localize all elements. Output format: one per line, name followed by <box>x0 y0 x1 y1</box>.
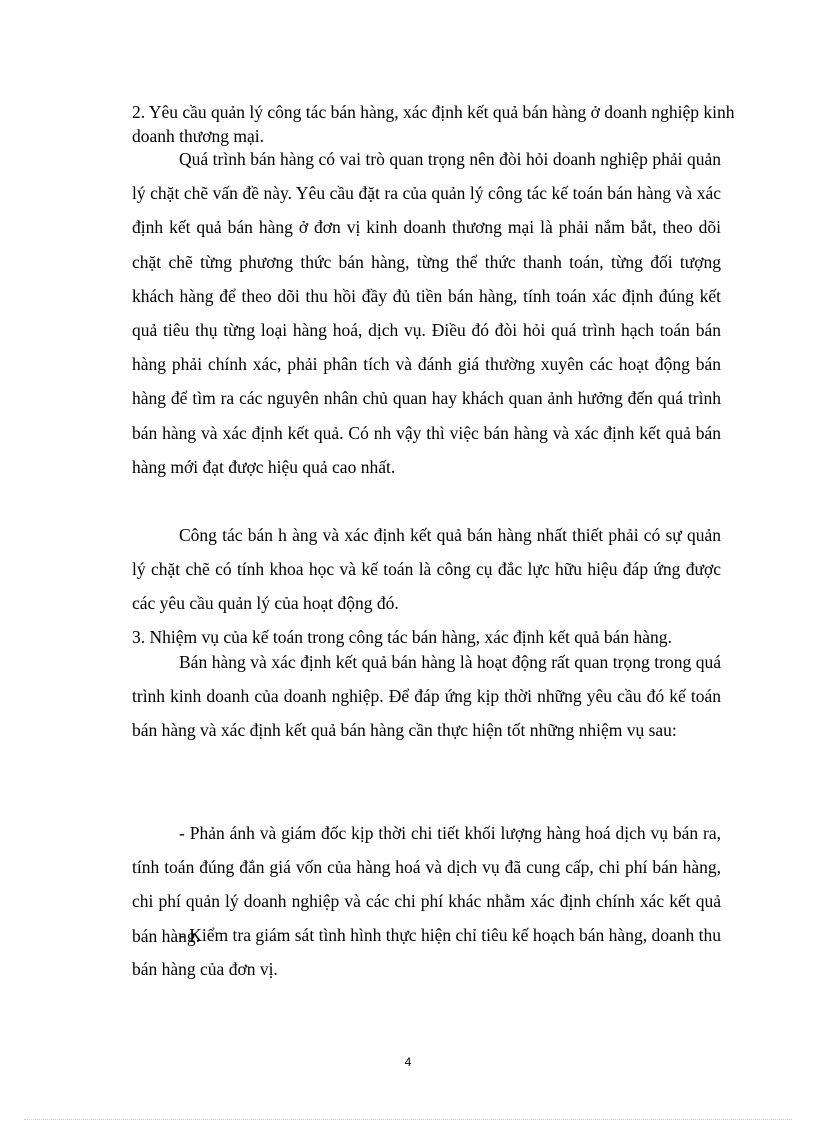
section-3-paragraph-3: - Kiểm tra giám sát tình hình thực hiện chỉ tiêu kế hoạch bán hàng, doanh thu bán hàng của đơn vị. <box>132 925 721 980</box>
section-3-paragraph-2: - Phản ánh và giám đốc kịp thời chi tiết khối lượng hàng hoá dịch vụ bán ra, tính toán đúng đắn giá vốn của hàng hoá và dịch vụ đã cung cấp, chi phí bán hàng, chi phí quản lý doanh nghiệp và các chi phí khác nhằm xác định chính xác kết quả bán hàng. <box>132 823 721 946</box>
page-bottom-divider <box>24 1119 792 1120</box>
section-2-heading: 2. Yêu cầu quản lý công tác bán hàng, xác định kết quả bán hàng ở doanh nghiệp kinh doanh thương mại. <box>132 102 735 146</box>
section-2-paragraph-1: Quá trình bán hàng có vai trò quan trọng nên đòi hỏi doanh nghiệp phải quản lý chặt chẽ vấn đề này. Yêu cầu đặt ra của quản lý công tác kế toán bán hàng và xác định kết quả bán hàng ở đơn vị kinh doanh thương mại là phải nắm bắt, theo dõi chặt chẽ từng phương thức bán hàng, từng thể thức thanh toán, từng đối tượng khách hàng để theo dõi thu hồi đầy đủ tiền bán hàng, tính toán xác định đúng kết quả tiêu thụ từng loại hàng hoá, dịch vụ. Điều đó đòi hỏi quá trình hạch toán bán hàng phải chính xác, phải phân tích và đánh giá thường xuyên các hoạt động bán hàng để tìm ra các nguyên nhân chủ quan hay khách quan ảnh hưởng đến quá trình bán hàng và xác định kết quả. Có nh vậy thì việc bán hàng và xác định kết quả bán hàng mới đạt được hiệu quả cao nhất. <box>132 149 721 477</box>
page-number: 4 <box>404 1055 412 1069</box>
section-2-paragraph-2: Công tác bán h àng và xác định kết quả bán hàng nhất thiết phải có sự quản lý chặt chẽ có tính khoa học và kế toán là công cụ đắc lực hữu hiệu đáp ứng được các yêu cầu quản lý của hoạt động đó. <box>132 525 721 614</box>
section-3-heading: 3. Nhiệm vụ của kế toán trong công tác bán hàng, xác định kết quả bán hàng. <box>132 627 672 647</box>
section-3-paragraph-1: Bán hàng và xác định kết quả bán hàng là hoạt động rất quan trọng trong quá trình kinh doanh của doanh nghiệp. Để đáp ứng kịp thời những yêu cầu đó kế toán bán hàng và xác định kết quả bán hàng cần thực hiện tốt những nhiệm vụ sau: <box>132 652 721 741</box>
